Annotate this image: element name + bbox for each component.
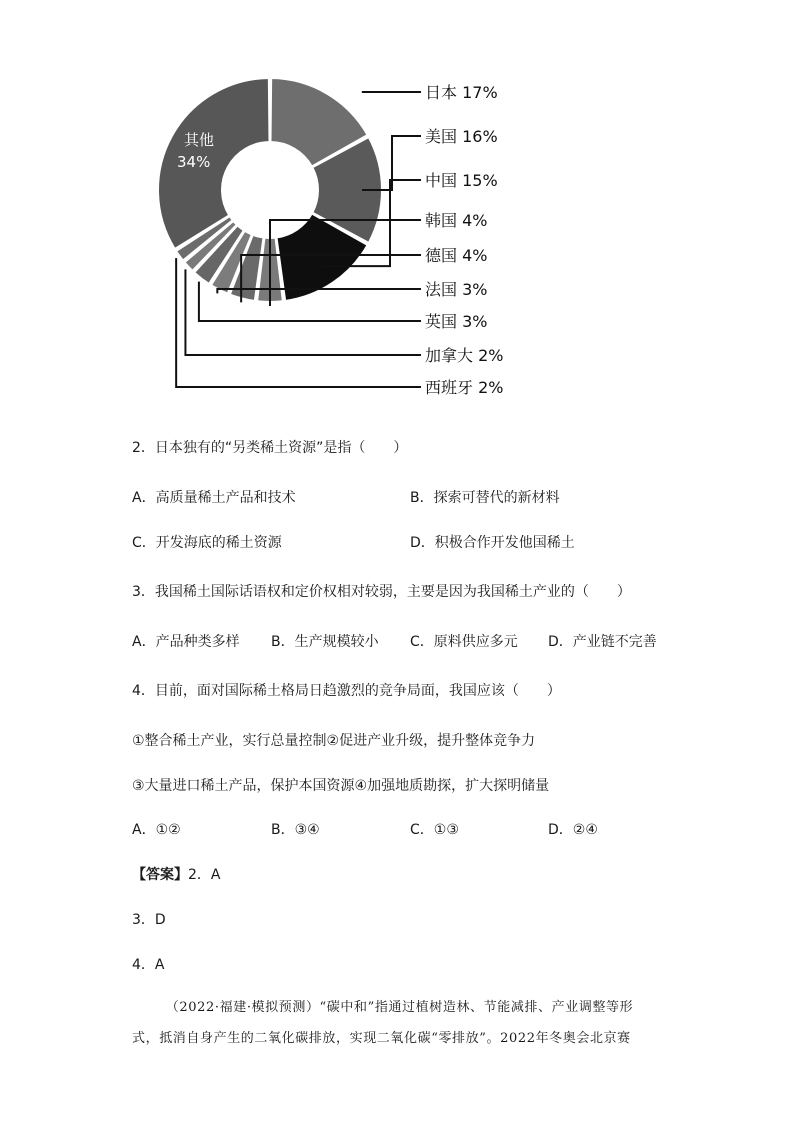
slice-label-6: 法国 3% — [425, 280, 488, 299]
slice-label-1: 日本 17% — [425, 83, 498, 102]
slice-label-4: 韩国 4% — [425, 211, 488, 230]
slice-label-9: 西班牙 2% — [425, 378, 504, 397]
answer-2: 2．A — [188, 867, 221, 883]
answer-4: 4．A — [132, 957, 165, 973]
passage-line-2: 式，抵消自身产生的二氧化碳排放，实现二氧化碳“零排放”。2022年冬奥会北京赛 — [132, 1031, 631, 1046]
donut-chart — [150, 70, 550, 410]
q3-option-d: D．产业链不完善 — [548, 634, 657, 650]
slice-label-8: 加拿大 2% — [425, 346, 504, 365]
answer-line — [132, 865, 220, 885]
q4-option-d: D．②④ — [548, 822, 598, 838]
answer-3: 3．D — [132, 912, 166, 928]
q4-statement-3-4: ③大量进口稀土产品，保护本国资源④加强地质勘探，扩大探明储量 — [132, 778, 550, 794]
q4-option-c: C．①③ — [410, 822, 459, 838]
q2-option-c: C．开发海底的稀土资源 — [132, 535, 282, 551]
slice-label-10: 其他 — [184, 131, 215, 149]
q4-option-b: B．③④ — [271, 822, 320, 838]
q3-option-b: B．生产规模较小 — [271, 634, 379, 650]
question-2-stem: 2．日本独有的“另类稀土资源”是指（ ） — [132, 440, 408, 456]
slice-value-10: 34% — [177, 153, 211, 171]
slice-label-3: 中国 15% — [425, 171, 498, 190]
q2-option-b: B．探索可替代的新材料 — [410, 490, 560, 506]
answer-label: 【答案】 — [132, 867, 188, 883]
passage-line-1: （2022·福建·模拟预测）“碳中和”指通过植树造林、节能减排、产业调整等形 — [165, 1000, 634, 1015]
q2-option-a: A．高质量稀土产品和技术 — [132, 490, 296, 506]
slice-label-2: 美国 16% — [425, 127, 498, 146]
slice-label-5: 德国 4% — [425, 246, 488, 265]
passage — [132, 992, 652, 1054]
q3-option-c: C．原料供应多元 — [410, 634, 518, 650]
q3-option-a: A．产品种类多样 — [132, 634, 240, 650]
slice-10 — [158, 78, 269, 249]
q4-statement-1-2: ①整合稀土产业，实行总量控制②促进产业升级，提升整体竞争力 — [132, 733, 536, 749]
slice-label-7: 英国 3% — [425, 312, 488, 331]
question-4-stem: 4．目前，面对国际稀土格局日趋激烈的竞争局面，我国应该（ ） — [132, 683, 561, 699]
q2-option-d: D．积极合作开发他国稀土 — [410, 535, 575, 551]
q4-option-a: A．①② — [132, 822, 181, 838]
question-3-stem: 3．我国稀土国际话语权和定价权相对较弱，主要是因为我国稀土产业的（ ） — [132, 584, 631, 600]
